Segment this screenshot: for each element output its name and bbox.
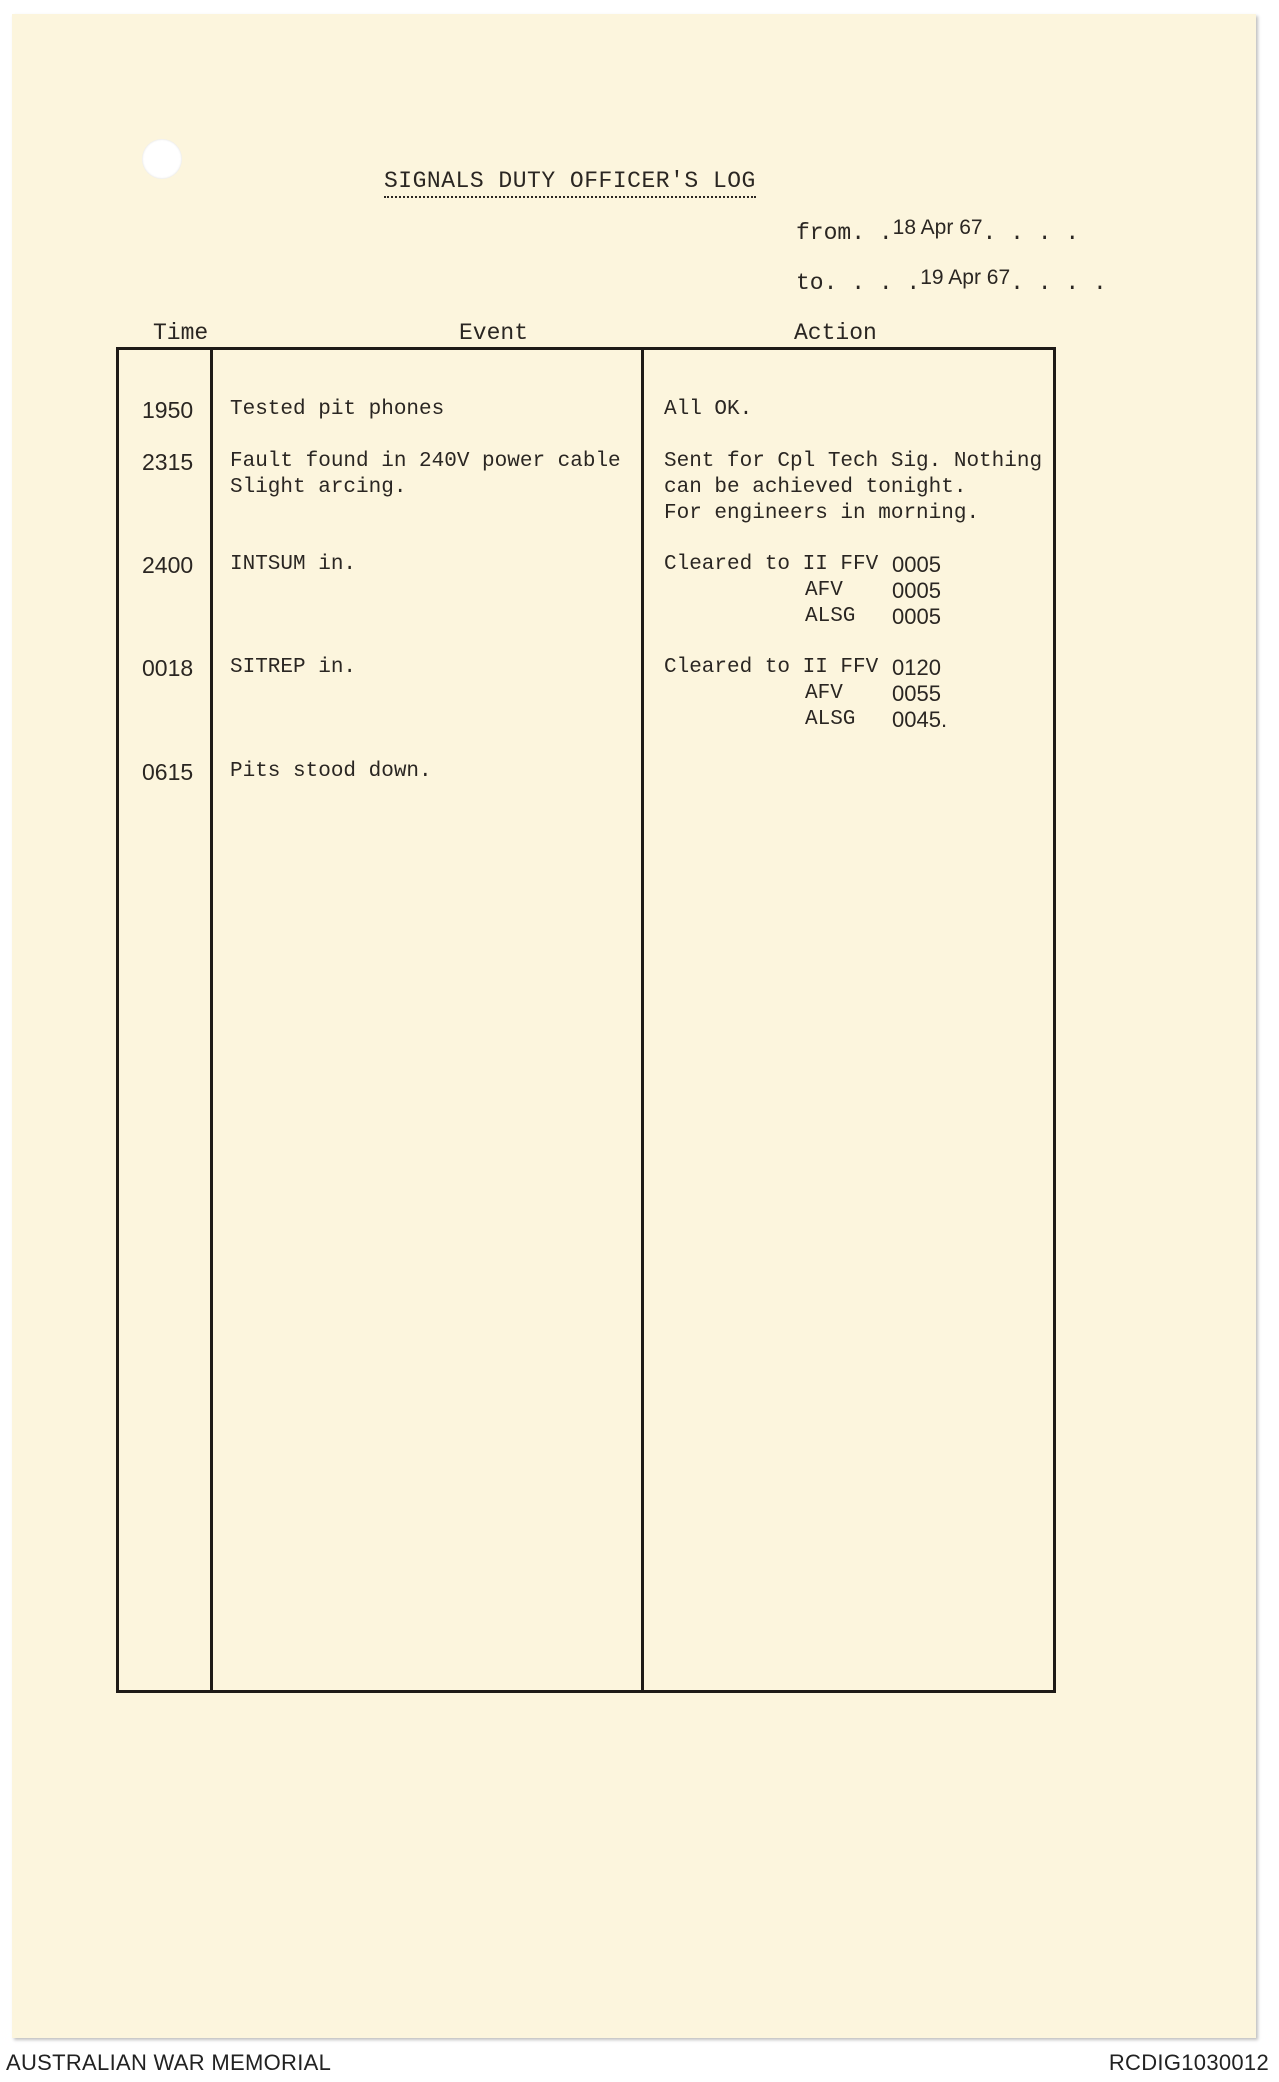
entry-time: 0018 xyxy=(142,655,194,681)
entry-action: All OK. xyxy=(664,398,753,421)
footer-id: RCDIG1030012 xyxy=(1108,2050,1269,2075)
routing-time: 0045. xyxy=(892,707,948,732)
footer-credit: AUSTRALIAN WAR MEMORIAL xyxy=(6,2050,332,2075)
entry-event: Tested pit phones xyxy=(230,398,445,421)
column-divider xyxy=(210,347,213,1693)
routing-destination: ALSG xyxy=(805,605,856,628)
entry-event: SITREP in. xyxy=(230,656,357,679)
entry-action: Sent for Cpl Tech Sig. Nothing can be achieved tonight. For engineers in morning. xyxy=(664,450,1043,525)
entry-time: 2400 xyxy=(142,552,194,578)
punch-hole xyxy=(142,139,182,179)
routing-destination: AFV xyxy=(805,682,843,705)
to-date: 19 Apr 67 xyxy=(920,266,1011,289)
entry-event: Fault found in 240V power cable Slight arcing. xyxy=(230,450,621,499)
routing-time: 0055 xyxy=(892,681,941,706)
entry-time: 1950 xyxy=(142,397,194,423)
column-header-event: Event xyxy=(459,320,529,346)
to-date-row: to. . . .19 Apr 67. . . . xyxy=(796,266,1107,296)
from-date-row: from. .18 Apr 67. . . . xyxy=(796,216,1080,246)
log-table xyxy=(116,347,1056,1693)
from-label: from xyxy=(796,220,852,246)
routing-destination: ALSG xyxy=(805,708,856,731)
routing-time: 0005 xyxy=(892,552,941,577)
page-title: SIGNALS DUTY OFFICER'S LOG xyxy=(384,168,756,198)
to-label: to xyxy=(796,270,824,296)
entry-time: 0615 xyxy=(142,759,194,785)
routing-time: 0005 xyxy=(892,578,941,603)
entry-action: Cleared to II FFV xyxy=(664,656,879,679)
column-divider xyxy=(641,347,644,1693)
routing-time: 0120 xyxy=(892,655,941,680)
routing-time: 0005 xyxy=(892,604,941,629)
from-date: 18 Apr 67 xyxy=(892,216,983,239)
column-header-action: Action xyxy=(794,320,877,346)
entry-action: Cleared to II FFV xyxy=(664,553,879,576)
column-header-time: Time xyxy=(153,320,209,346)
entry-event: INTSUM in. xyxy=(230,553,357,576)
routing-destination: AFV xyxy=(805,579,843,602)
entry-time: 2315 xyxy=(142,449,194,475)
entry-event: Pits stood down. xyxy=(230,760,432,783)
